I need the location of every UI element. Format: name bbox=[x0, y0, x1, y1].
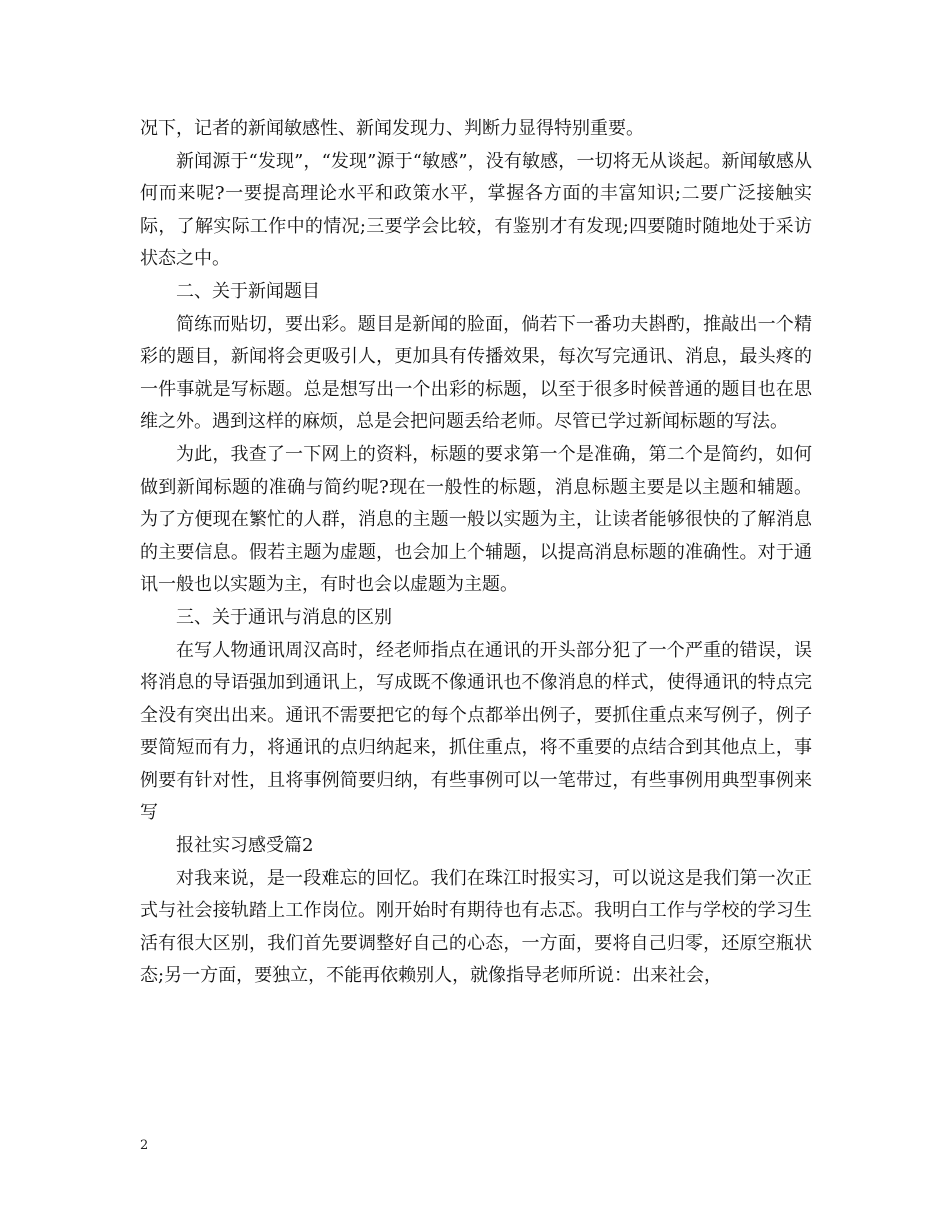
paragraph-1: 况下，记者的新闻敏感性、新闻发现力、判断力显得特别重要。 bbox=[140, 118, 644, 139]
paragraph-6: 对我来说，是一段难忘的回忆。我们在珠江时报实习，可以说这是我们第一次正式与社会接轨踏上工作岗位。刚开始时有期待也有忐忑。我明白工作与学校的学习生活有很大区别，我们首先要调整好自己的心态，一方面，要将自己归零，还原空瓶状态;另一方面，要独立，不能再依赖别人，就像指导老师所说：出来社会， bbox=[140, 867, 812, 987]
article-title-2: 报社实习感受篇2 bbox=[176, 835, 314, 857]
page-number: 2 bbox=[140, 1138, 149, 1153]
paragraph-5: 在写人物通讯周汉高时，经老师指点在通讯的开头部分犯了一个严重的错误，误将消息的导语强加到通讯上，写成既不像通讯也不像消息的样式，使得通讯的特点完全没有突出出来。通讯不需要把它的每个点都举出例子，要抓住重点来写例子，例子要简短而有力，将通讯的点归纳起来，抓住重点，将不重要的点结合到其他点上，事例要有针对性，且将事例简要归纳，有些事例可以一笔带过，有些事例用典型事例来写 bbox=[140, 639, 812, 824]
paragraph-4: 为此，我查了一下网上的资料，标题的要求第一个是准确，第二个是简约，如何做到新闻标题的准确与简约呢?现在一般性的标题，消息标题主要是以主题和辅题。为了方便现在繁忙的人群，消息的主题一般以实题为主，让读者能够很快的了解消息的主要信息。假若主题为虚题，也会加上个辅题，以提高消息标题的准确性。对于通讯一般也以实题为主，有时也会以虚题为主题。 bbox=[140, 443, 812, 596]
paragraph-2: 新闻源于“发现”，“发现”源于“敏感”，没有敏感，一切将无从谈起。新闻敏感从何而来呢?一要提高理论水平和政策水平，掌握各方面的丰富知识;二要广泛接触实际，了解实际工作中的情况;三要学会比较，有鉴别才有发现;四要随时随地处于采访状态之中。 bbox=[140, 150, 812, 270]
paragraph-3: 简练而贴切，要出彩。题目是新闻的脸面，倘若下一番功夫斟酌，推敲出一个精彩的题目，新闻将会更吸引人，更加具有传播效果，每次写完通讯、消息，最头疼的一件事就是写标题。总是想写出一个出彩的标题，以至于很多时候普通的题目也在思维之外。遇到这样的麻烦，总是会把问题丢给老师。尽管已学过新闻标题的写法。 bbox=[140, 313, 812, 433]
document-body bbox=[140, 113, 812, 993]
section-heading-3: 三、关于通讯与消息的区别 bbox=[176, 606, 392, 628]
section-heading-2: 二、关于新闻题目 bbox=[176, 280, 320, 302]
